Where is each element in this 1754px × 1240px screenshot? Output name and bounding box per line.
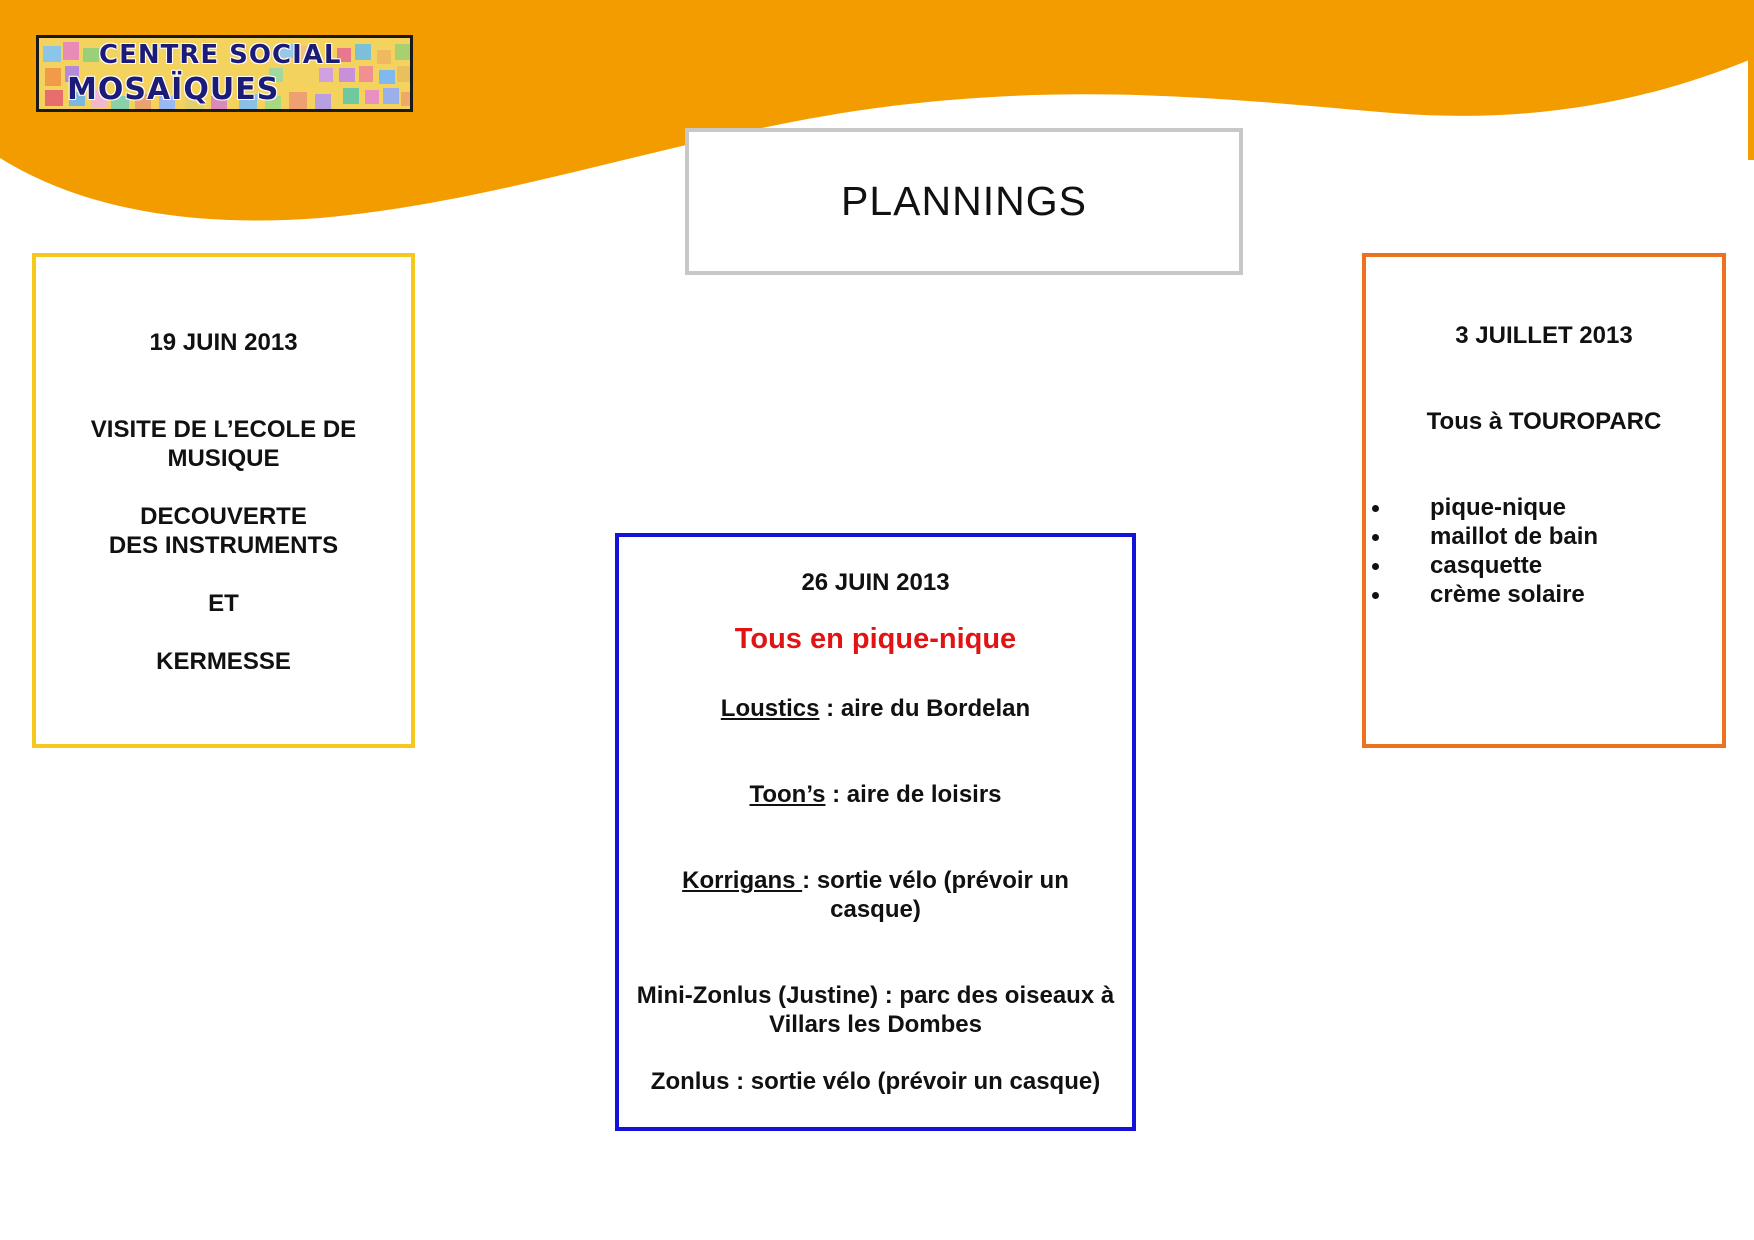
card-date: 19 JUIN 2013	[149, 329, 298, 356]
card-subtitle: Tous à TOUROPARC	[1426, 408, 1662, 435]
card-line: KERMESSE	[156, 648, 291, 675]
group-korrigans	[619, 866, 1132, 895]
group-zonlus: Zonlus : sortie vélo (prévoir un casque)	[650, 1068, 1101, 1095]
logo-line-1: CENTRE SOCIAL	[99, 40, 342, 70]
logo-line-2: MOSAÏQUES	[67, 72, 280, 107]
card-date: 3 JUILLET 2013	[1455, 322, 1633, 349]
group-mini-zonlus: Mini-Zonlus (Justine) : parc des oiseaux à	[636, 982, 1115, 1009]
card-headline: Tous en pique-nique	[734, 623, 1017, 655]
card-26-juin	[615, 533, 1136, 1131]
card-19-juin	[32, 253, 415, 748]
card-line: MUSIQUE	[167, 445, 280, 472]
group-detail: : aire de loisirs	[825, 781, 1002, 808]
card-line: ET	[208, 590, 239, 617]
card-line: DECOUVERTE	[140, 503, 307, 530]
card-line: DES INSTRUMENTS	[108, 532, 339, 559]
group-toons	[619, 780, 1132, 809]
group-detail-cont: casque)	[830, 896, 921, 923]
group-name: Loustics	[720, 695, 820, 722]
bullet-icon	[1372, 534, 1379, 541]
group-detail-cont: Villars les Dombes	[769, 1011, 982, 1038]
group-detail: : aire du Bordelan	[819, 695, 1031, 722]
bullet-icon	[1372, 505, 1379, 512]
group-name: Toon’s	[749, 781, 826, 808]
card-line: VISITE DE L’ECOLE DE	[90, 416, 357, 443]
group-loustics	[619, 694, 1132, 723]
card-3-juillet: 3 JUILLET 2013 Tous à TOUROPARC pique-nique maillot de bain casquette crème solaire	[1362, 253, 1726, 748]
logo	[36, 35, 413, 112]
page-title: PLANNINGS	[841, 178, 1087, 224]
group-detail: : sortie vélo (prévoir un	[802, 867, 1069, 894]
title-box	[685, 128, 1243, 275]
bullet-icon	[1372, 592, 1379, 599]
bullet-icon	[1372, 563, 1379, 570]
group-name: Korrigans	[682, 867, 803, 894]
card-date: 26 JUIN 2013	[801, 569, 950, 596]
